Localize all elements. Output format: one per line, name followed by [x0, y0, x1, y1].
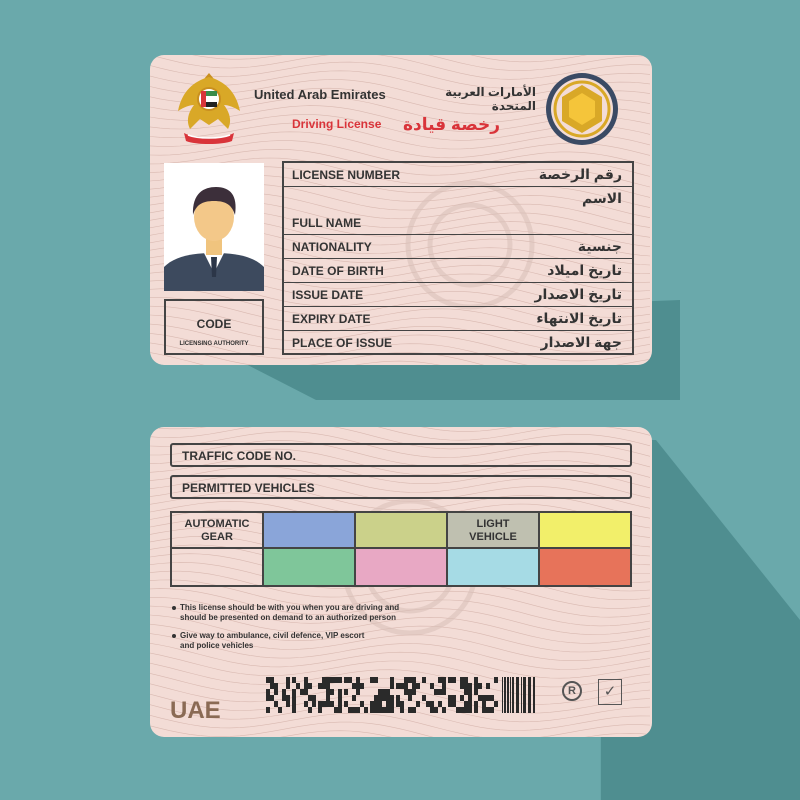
note-carry-license: This license should be with you when you are driving and should be presented on demand to an authorized person — [172, 603, 399, 623]
swatch-pink — [356, 549, 448, 585]
code-box — [164, 299, 264, 355]
field-issue-date: ISSUE DATE تاريخ الاصدار — [284, 283, 632, 307]
code-label: CODE — [196, 317, 232, 331]
holder-photo — [164, 163, 264, 291]
license-fields — [282, 161, 634, 355]
automatic-gear-cell: AUTOMATIC GEAR — [172, 513, 264, 549]
country-name-en: United Arab Emirates — [254, 87, 386, 102]
license-title-ar: رخصة قيادة — [402, 115, 500, 134]
traffic-code-field: TRAFFIC CODE NO. — [170, 443, 632, 467]
license-back-card — [150, 427, 652, 737]
hologram-badge-icon — [544, 71, 620, 147]
field-date-of-birth: DATE OF BIRTH تاريخ اميلاد — [284, 259, 632, 283]
field-name-ar: الاسم — [582, 190, 622, 206]
swatch-yellow — [540, 513, 630, 549]
field-place-of-issue: PLACE OF ISSUE جهة الاصدار — [292, 334, 622, 350]
permitted-vehicles-field: PERMITTED VEHICLES — [170, 475, 632, 499]
person-avatar-icon — [164, 163, 264, 291]
uae-emblem-icon — [174, 67, 244, 145]
swatch-blue — [264, 513, 356, 549]
barcode-icon — [266, 677, 536, 713]
country-name-ar: الأمارات العربية المتحدة — [445, 85, 536, 113]
swatch-olive — [356, 513, 448, 549]
field-expiry-date: EXPIRY DATE تاريخ الانتهاء — [284, 307, 632, 331]
license-title-en: Driving License — [292, 117, 382, 131]
registered-icon: R — [562, 681, 582, 701]
swatch-green — [264, 549, 356, 585]
field-nationality: NATIONALITY جنسية — [284, 235, 632, 259]
field-full-name: FULL NAME — [284, 211, 632, 235]
vehicle-category-grid — [170, 511, 632, 587]
check-icon: ✓ — [598, 679, 622, 705]
light-vehicle-cell: LIGHT VEHICLE — [448, 513, 540, 549]
uae-mark: UAE — [170, 697, 221, 724]
swatch-orange — [540, 549, 630, 585]
swatch-cyan — [448, 549, 540, 585]
note-give-way: Give way to ambulance, civil defence, VIP escort and police vehicles — [172, 631, 364, 651]
licensing-authority-label: LICENSING AUTHORITY — [179, 341, 249, 347]
field-license-number: LICENSE NUMBER رقم الرخصة — [284, 163, 632, 187]
empty-cell — [172, 549, 264, 585]
license-front-card — [150, 55, 652, 365]
